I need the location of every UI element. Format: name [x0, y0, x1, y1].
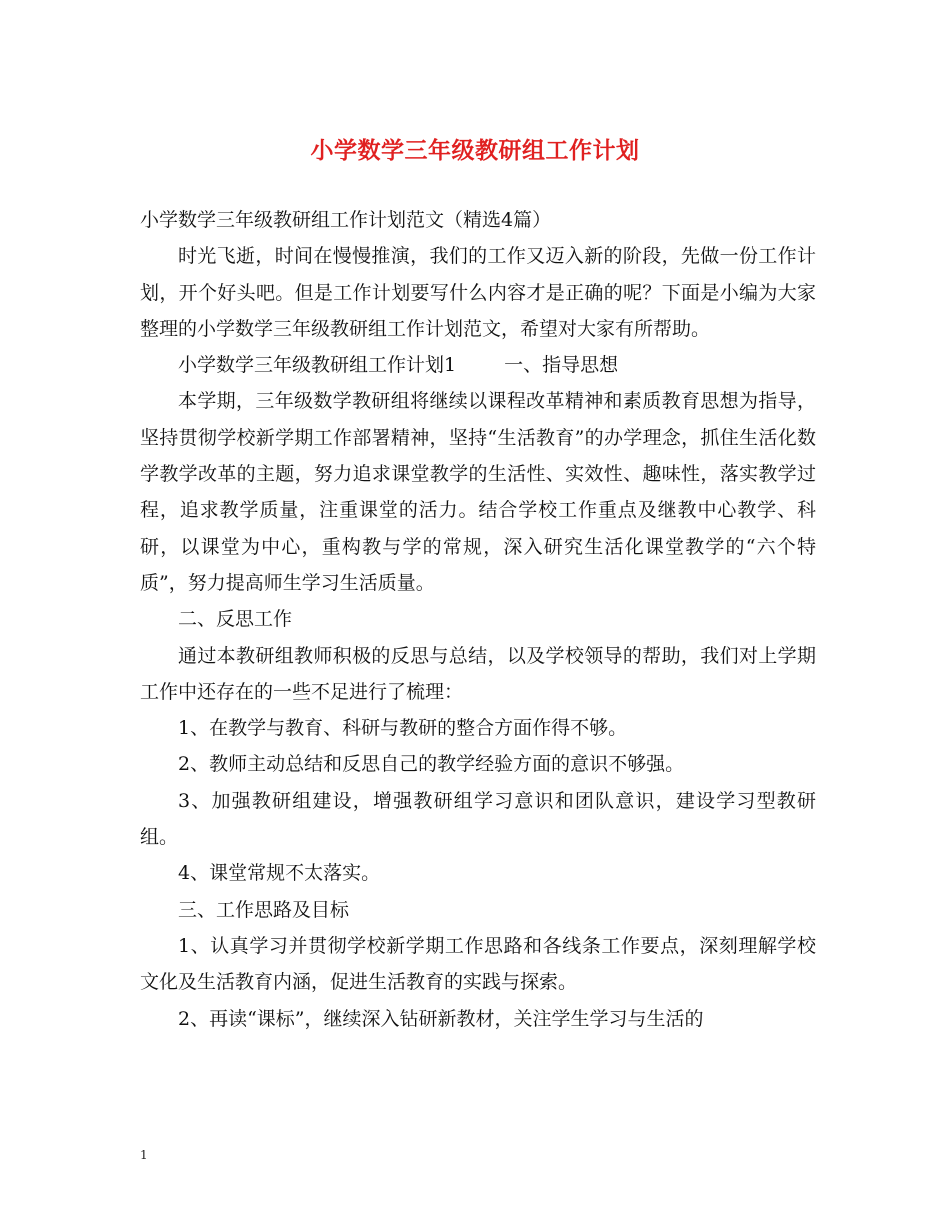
- list-item: 3、加强教研组建设，增强教研组学习意识和团队意识，建设学习型教研组。: [140, 789, 816, 849]
- page-number: 1: [140, 1148, 148, 1162]
- list-item: 2、再读“课标”，继续深入钻研新教材，关注学生学习与生活的: [178, 1007, 704, 1030]
- intro-paragraph: 时光飞逝，时间在慢慢推演，我们的工作又迈入新的阶段，先做一份工作计划，开个好头吧。但是工作计划要写什么内容才是正确的呢？下面是小编为大家整理的小学数学三年级教研组工作计划范文，希望对大家有所帮助。: [140, 245, 816, 340]
- document-title: 小学数学三年级教研组工作计划: [310, 137, 640, 164]
- plan-heading-line: [140, 347, 816, 383]
- list-item: 2、教师主动总结和反思自己的教学经验方面的意识不够强。: [178, 753, 685, 776]
- list-item: 4、课堂常规不太落实。: [178, 862, 381, 885]
- document-body: [140, 202, 816, 1037]
- list-item: 1、认真学习并贯彻学校新学期工作思路和各线条工作要点，深刻理解学校文化及生活教育内涵，促进生活教育的实践与探索。: [140, 934, 816, 994]
- list-item: 1、在教学与教育、科研与教研的整合方面作得不够。: [178, 717, 628, 740]
- section2-paragraph: 通过本教研组教师积极的反思与总结，以及学校领导的帮助，我们对上学期工作中还存在的一些不足进行了梳理：: [140, 644, 816, 703]
- section1-paragraph: 本学期，三年级数学教研组将继续以课程改革精神和素质教育思想为指导，坚持贯彻学校新学期工作部署精神，坚持“生活教育”的办学理念，抓住生活化数学教学改革的主题，努力追求课堂教学的生活性、实效性、趣味性，落实教学过程，追求教学质量，注重课堂的活力。结合学校工作重点及继教中心教学、科研，以课堂为中心，重构教与学的常规，深入研究生活化课堂教学的“六个特质”，努力提高师生学习生活质量。: [140, 390, 816, 594]
- section3-heading: 三、工作思路及目标: [178, 898, 350, 921]
- document-subtitle: 小学数学三年级教研组工作计划范文（精选4篇）: [140, 209, 552, 231]
- section2-heading: 二、反思工作: [178, 608, 293, 631]
- plan-heading: 小学数学三年级教研组工作计划1: [178, 354, 457, 377]
- section1-heading: 一、指导思想: [504, 354, 619, 377]
